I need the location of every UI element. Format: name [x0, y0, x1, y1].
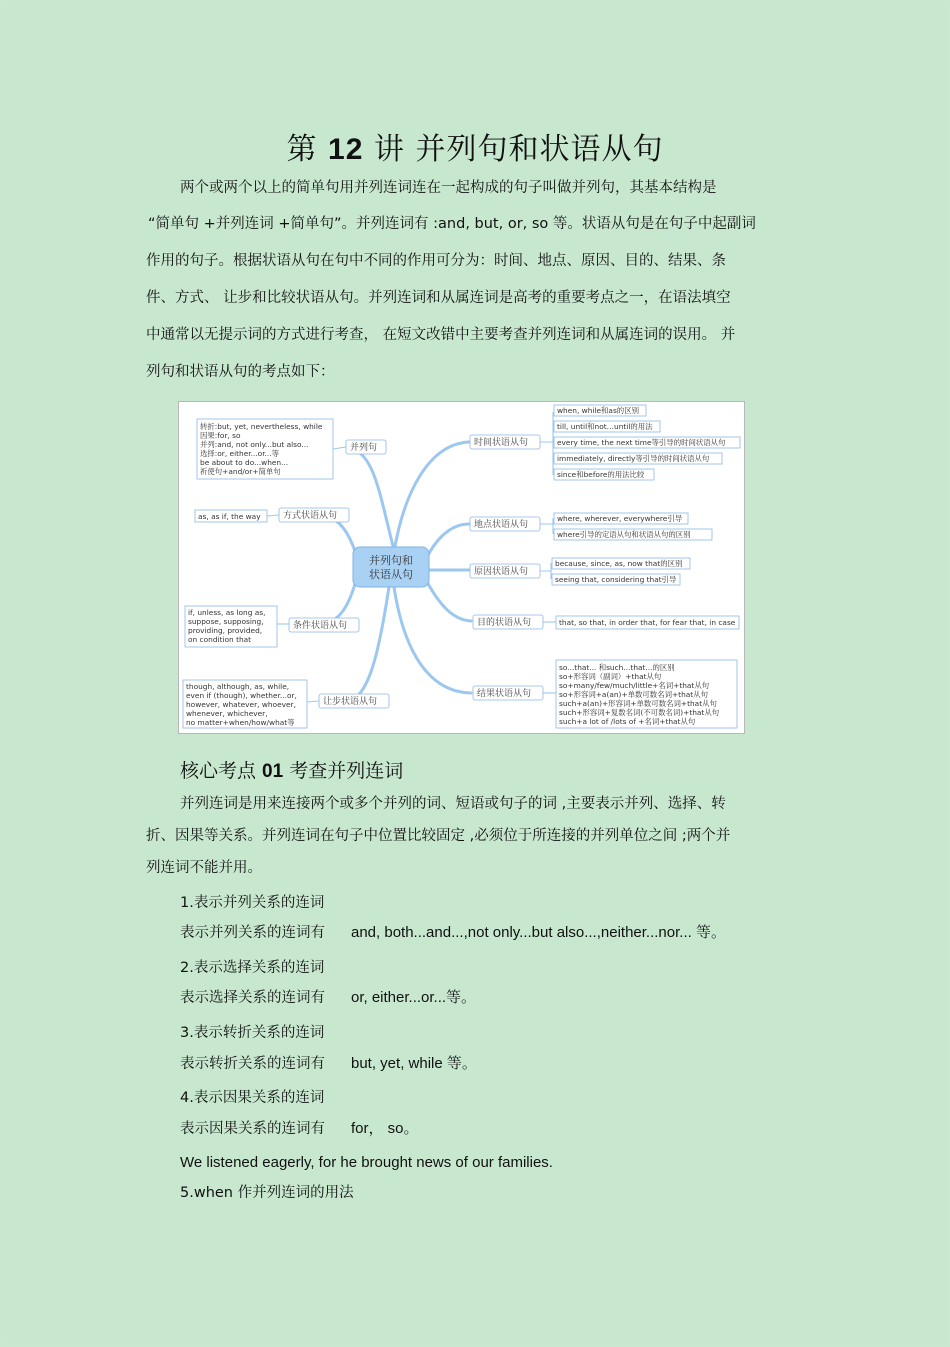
mind-map-svg	[179, 402, 744, 733]
section-para-line-3: 列连词不能并用。	[146, 860, 262, 876]
note-rangbu-5: no matter+when/how/what等	[186, 718, 295, 727]
item-2-heading: 2.表示选择关系的连词	[180, 960, 325, 976]
note-shijian-1: when, while和as的区别	[557, 406, 639, 415]
note-rangbu-4: whenever, whichever,	[186, 709, 268, 718]
item-4-heading: 4.表示因果关系的连词	[180, 1090, 325, 1106]
note-jieguo-6: such+形容词+复数名词(不可数名词)+that从句	[559, 708, 720, 717]
section-para-line-2: 折、因果等关系。并列连词在句子中位置比较固定 ,必须位于所连接的并列单位之间 ;两个并	[146, 828, 731, 844]
node-mudi-label: 目的状语从句	[477, 618, 532, 628]
note-jieguo-2: so+形容词（副词）+that从句	[559, 672, 662, 681]
note-shijian-2: till, until和not…until的用法	[557, 422, 653, 431]
item-1-heading: 1.表示并列关系的连词	[180, 895, 325, 911]
note-rangbu-2: even if (though), whether...or,	[186, 691, 297, 700]
intro-line-5: 中通常以无提示词的方式进行考查， 在短文改错中主要考查并列连词和从属连词的误用。 并	[146, 327, 736, 343]
node-bingliejv-label: 并列句	[350, 443, 378, 453]
section-heading-suffix: 考查并列连词	[283, 760, 404, 782]
title-number: 12	[328, 133, 364, 166]
intro-line-6: 列句和状语从句的考点如下：	[146, 364, 335, 380]
branch-tiaojian	[322, 577, 357, 624]
connector-bingliejv	[333, 447, 346, 449]
note-bingliejv-3: 并列:and, not only...but also...	[200, 440, 309, 449]
branch-mudi	[427, 582, 471, 621]
connector-yuanyin	[540, 563, 551, 579]
item-2-label: 表示选择关系的连词有	[180, 990, 325, 1006]
intro-line-3: 作用的句子。根据状语从句在句中不同的作用可分为：时间、地点、原因、目的、结果、条	[146, 253, 726, 269]
item-3-label: 表示转折关系的连词有	[180, 1056, 325, 1072]
item-2-value: or, either...or...等。	[351, 989, 477, 1006]
item-5-heading: 5.when 作并列连词的用法	[180, 1185, 354, 1201]
item-3-value: but, yet, while 等。	[351, 1055, 477, 1072]
node-fangshi-label: 方式状语从句	[283, 511, 338, 521]
intro-line-2: “简单句 +并列连词 +简单句”。并列连词有 :and, but, or, so 等。状语从句是在句子中起副词	[148, 216, 756, 232]
note-didian-1: where, wherever, everywhere引导	[557, 514, 683, 523]
section-heading-number: 01	[262, 761, 284, 782]
note-tiaojian-1: if, unless, as long as,	[188, 608, 266, 617]
note-bingliejv-2: 因果:for, so	[200, 431, 241, 440]
center-node	[353, 547, 429, 587]
note-bingliejv-1: 转折:but, yet, nevertheless, while	[200, 422, 323, 431]
branch-didian	[427, 524, 469, 557]
branch-rangbu	[347, 587, 389, 702]
note-shijian-3: every time, the next time等引导的时间状语从句	[557, 438, 726, 447]
note-tiaojian-4: on condition that	[188, 635, 252, 644]
branch-bingliejv	[347, 448, 394, 550]
node-yuanyin-label: 原因状语从句	[474, 567, 529, 577]
note-jieguo-3: so+many/few/much/little+名词+that从句	[559, 681, 710, 690]
connector-rangbu	[307, 701, 319, 702]
note-mudi-1: that, so that, in order that, for fear that, in case	[559, 618, 736, 627]
example-sentence: We listened eagerly, for he brought news of our families.	[180, 1154, 553, 1171]
note-bingliejv-4: 选择:or, either...or...等	[200, 449, 279, 458]
title-suffix: 讲 并列句和状语从句	[373, 132, 664, 167]
section-para-line-1: 并列连词是用来连接两个或多个并列的词、短语或句子的词 ,主要表示并列、选择、转	[180, 796, 726, 812]
item-1-label: 表示并列关系的连词有	[180, 925, 325, 941]
note-yuanyin-2: seeing that, considering that引导	[555, 575, 677, 584]
item-1-value: and, both...and...,not only...but also...,neither...nor... 等。	[351, 924, 726, 941]
note-jieguo-7: such+a lot of /lots of +名词+that从句	[559, 717, 696, 726]
note-rangbu-3: however, whatever, whoever,	[186, 700, 296, 709]
node-tiaojian-label: 条件状语从句	[293, 621, 348, 631]
node-rangbu-label: 让步状语从句	[323, 697, 378, 707]
item-3-heading: 3.表示转折关系的连词	[180, 1025, 325, 1041]
note-bingliejv-6: 祈使句+and/or+简单句	[200, 467, 281, 476]
connector-didian	[540, 518, 553, 534]
center-node-line-1: 并列句和	[369, 554, 413, 567]
mind-map-figure	[178, 401, 745, 734]
note-jieguo-1: so...that... 和such...that...的区别	[559, 663, 675, 672]
node-shijian-label: 时间状语从句	[474, 438, 529, 448]
note-shijian-5: since和before的用法比较	[557, 470, 645, 479]
note-yuanyin-1: because, since, as, now that的区别	[555, 559, 683, 568]
document-page	[2, 2, 948, 1343]
branch-jieguo	[394, 587, 471, 693]
section-heading	[180, 756, 403, 783]
title-prefix: 第	[286, 132, 318, 167]
intro-line-1: 两个或两个以上的简单句用并列连词连在一起构成的句子叫做并列句，其基本结构是	[180, 180, 717, 196]
note-fangshi-1: as, as if, the way	[198, 512, 261, 521]
item-4-label: 表示因果关系的连词有	[180, 1121, 325, 1137]
intro-line-4: 件、方式、 让步和比较状语从句。并列连词和从属连词是高考的重要考点之一，在语法填空	[146, 290, 731, 306]
center-node-line-2: 状语从句	[369, 568, 413, 581]
node-jieguo-label: 结果状语从句	[477, 689, 532, 699]
page-title	[2, 124, 948, 168]
connector-shijian	[540, 412, 553, 475]
note-tiaojian-3: providing, provided,	[188, 626, 263, 635]
note-jieguo-5: such+a(an)+形容词+单数可数名词+that从句	[559, 699, 717, 708]
note-didian-2: where引导的定语从句和状语从句的区别	[557, 530, 691, 539]
note-jieguo-4: so+形容词+a(an)+单数可数名词+that从句	[559, 690, 708, 699]
item-4-value: for， so。	[351, 1120, 419, 1137]
node-didian-label: 地点状语从句	[474, 520, 529, 530]
branch-shijian	[394, 442, 469, 552]
note-rangbu-1: though, although, as, while,	[186, 682, 290, 691]
note-bingliejv-5: be about to do...when...	[200, 458, 289, 467]
section-heading-prefix: 核心考点	[180, 760, 263, 782]
connector-fangshi	[267, 515, 279, 516]
note-shijian-4: immediately, directly等引导的时间状语从句	[557, 454, 710, 463]
note-tiaojian-2: suppose, supposing,	[188, 617, 264, 626]
